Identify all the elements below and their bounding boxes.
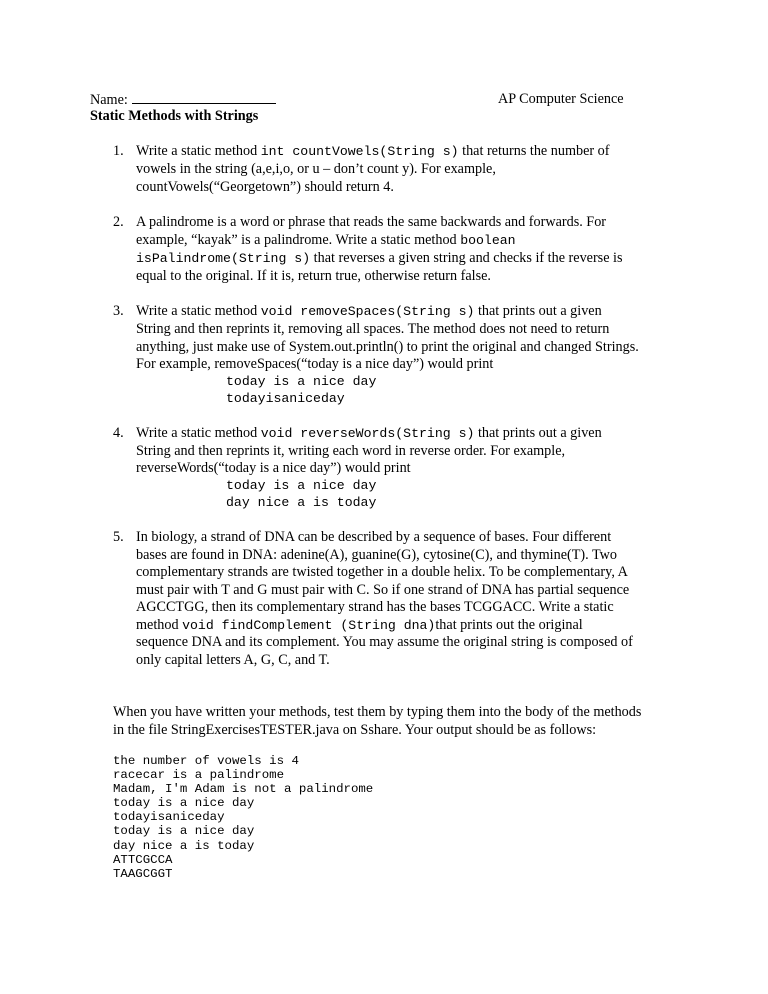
question-line: example, “kayak” is a palindrome. Write a static method boolean [136, 232, 516, 248]
question-line: AGCCTGG, then its complementary strand has the bases TCGGACC. Write a static [136, 599, 614, 615]
instruction-line: When you have written your methods, test them by typing them into the body of the methods [113, 704, 642, 720]
question-line: complementary strands are twisted together in a double helix. To be complementary, A [136, 564, 628, 580]
question-line: anything, just make use of System.out.println() to print the original and changed Strings. [136, 339, 639, 355]
code-signature: isPalindrome(String s) [136, 251, 311, 266]
example-output-line: today is a nice day [226, 478, 377, 493]
output-line: today is a nice day [113, 796, 255, 810]
question-number: 1. [113, 143, 124, 159]
output-line: ATTCGCCA [113, 853, 173, 867]
question-line: isPalindrome(String s) that reverses a given string and checks if the reverse is [136, 250, 623, 266]
code-signature: boolean [460, 233, 516, 248]
example-output-line: day nice a is today [226, 495, 377, 510]
question-number: 4. [113, 425, 124, 441]
question-line: Write a static method void reverseWords(String s) that prints out a given [136, 425, 602, 441]
question-line: vowels in the string (a,e,i,o, or u – don’t count y). For example, [136, 161, 496, 177]
question-line: String and then reprints it, removing all spaces. The method does not need to return [136, 321, 610, 337]
example-output-line: today is a nice day [226, 374, 377, 389]
worksheet-title: Static Methods with Strings [90, 108, 259, 124]
instruction-line: in the file StringExercisesTESTER.java on Sshare. Your output should be as follows: [113, 722, 597, 738]
question-line: only capital letters A, G, C, and T. [136, 652, 330, 668]
output-line: Madam, I'm Adam is not a palindrome [113, 782, 374, 796]
question-line: sequence DNA and its complement. You may assume the original string is composed of [136, 634, 633, 650]
name-label: Name: [90, 92, 128, 108]
question-line: reverseWords(“today is a nice day”) would print [136, 460, 411, 476]
question-line: countVowels(“Georgetown”) should return 4. [136, 179, 394, 195]
code-signature: int countVowels(String s) [260, 144, 459, 159]
code-signature: void findComplement (String dna) [182, 618, 436, 633]
question-number: 5. [113, 529, 124, 545]
output-line: racecar is a palindrome [113, 768, 285, 782]
course-title: AP Computer Science [498, 91, 624, 107]
output-line: the number of vowels is 4 [113, 754, 299, 768]
question-line: equal to the original. If it is, return true, otherwise return false. [136, 268, 491, 284]
question-line: String and then reprints it, writing each word in reverse order. For example, [136, 443, 566, 459]
output-line: TAAGCGGT [113, 867, 173, 881]
question-line: method void findComplement (String dna)that prints out the original [136, 617, 583, 633]
question-number: 3. [113, 303, 124, 319]
name-field [90, 91, 276, 109]
code-signature: void reverseWords(String s) [260, 426, 475, 441]
code-signature: void removeSpaces(String s) [260, 304, 475, 319]
output-line: todayisaniceday [113, 810, 225, 824]
example-output-line: todayisaniceday [226, 391, 345, 406]
question-line: For example, removeSpaces(“today is a nice day”) would print [136, 356, 494, 372]
name-blank-line [132, 91, 276, 104]
question-line: A palindrome is a word or phrase that reads the same backwards and forwards. For [136, 214, 607, 230]
question-line: Write a static method int countVowels(String s) that returns the number of [136, 143, 610, 159]
question-line: Write a static method void removeSpaces(String s) that prints out a given [136, 303, 602, 319]
output-line: day nice a is today [113, 839, 255, 853]
question-number: 2. [113, 214, 124, 230]
question-line: must pair with T and G must pair with C. So if one strand of DNA has partial sequence [136, 582, 630, 598]
question-line: In biology, a strand of DNA can be described by a sequence of bases. Four different [136, 529, 612, 545]
question-line: bases are found in DNA: adenine(A), guanine(G), cytosine(C), and thymine(T). Two [136, 547, 617, 563]
output-line: today is a nice day [113, 824, 255, 838]
